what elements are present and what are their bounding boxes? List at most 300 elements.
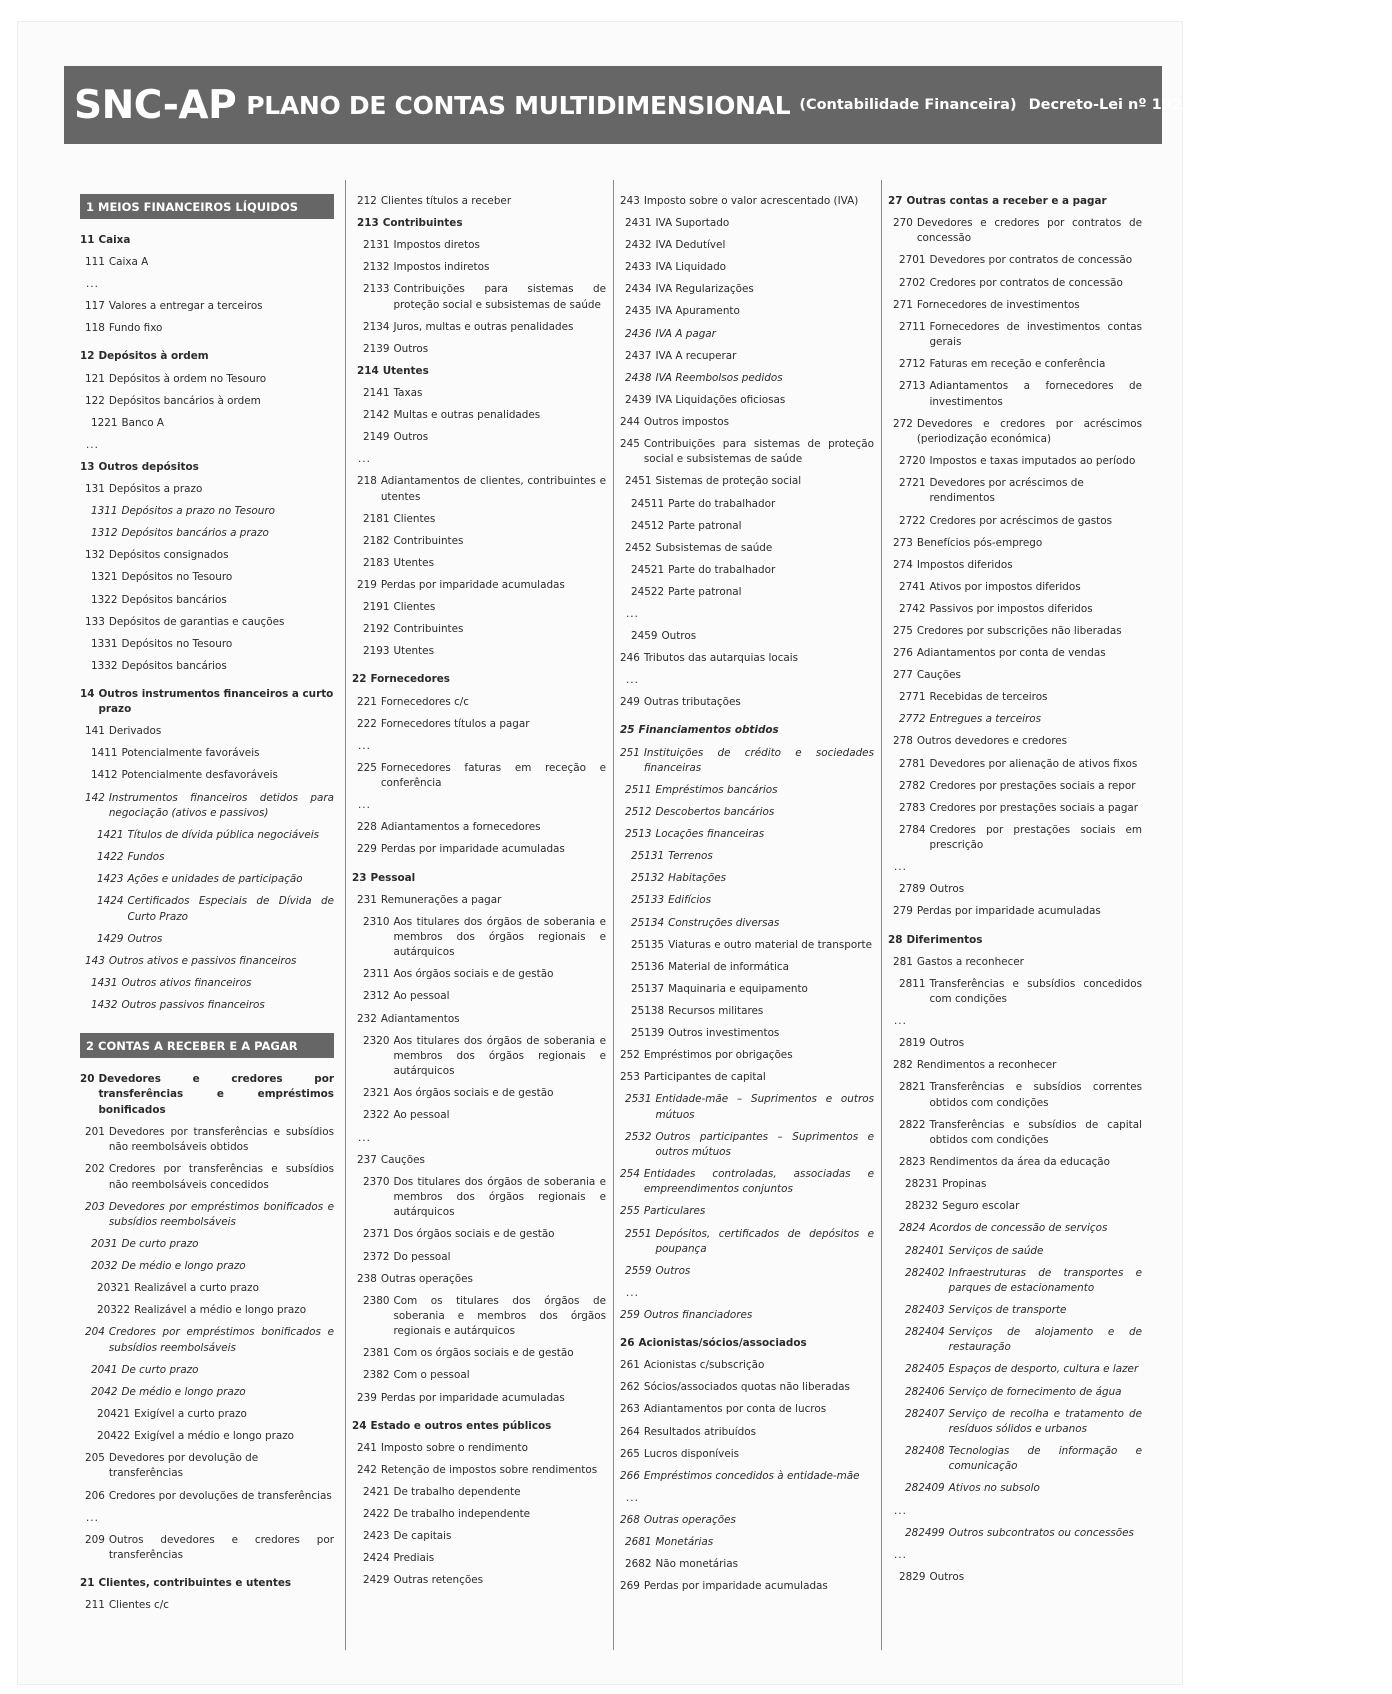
account-entry: [888, 955, 1142, 970]
account-entry: [888, 1199, 1142, 1214]
account-code: 2722: [899, 514, 926, 527]
account-name: Construções diversas: [668, 916, 780, 929]
account-name: Credores por prestações sociais em prescrição: [929, 823, 1142, 852]
account-code: 2133: [363, 283, 390, 296]
account-name: Parte do trabalhador: [668, 563, 776, 576]
account-code: 2819: [899, 1037, 926, 1050]
account-name: Outros: [661, 630, 697, 643]
account-name: Depósitos a prazo: [108, 483, 203, 496]
account-entry: [352, 1573, 606, 1588]
account-code: 264: [620, 1425, 640, 1438]
account-name: IVA Reembolsos pedidos: [655, 371, 783, 384]
account-code: 28231: [905, 1178, 939, 1191]
account-name: Ao pessoal: [393, 1109, 450, 1122]
account-name: De curto prazo: [121, 1363, 199, 1376]
account-code: 263: [620, 1403, 640, 1416]
account-entry: [620, 1380, 874, 1395]
account-name: Depósitos bancários à ordem: [108, 394, 261, 407]
account-entry: [80, 615, 334, 630]
account-code: 222: [357, 717, 377, 730]
account-code: 2721: [899, 477, 926, 490]
account-name: Aos titulares dos órgãos de soberania e membros dos órgãos regionais e autárquicos: [393, 1034, 606, 1078]
account-entry: [888, 216, 1142, 247]
account-code: 25131: [631, 850, 665, 863]
account-name: Potencialmente desfavoráveis: [121, 769, 278, 782]
account-name: Edifícios: [668, 894, 712, 907]
account-name: Viaturas e outro material de transporte: [668, 938, 872, 951]
account-code: 2823: [899, 1156, 926, 1169]
account-code: 2433: [625, 261, 652, 274]
account-entry: [80, 299, 334, 314]
account-code: 133: [85, 615, 105, 628]
account-code: 2702: [899, 276, 926, 289]
account-name: Participantes de capital: [643, 1071, 766, 1084]
account-entry: [352, 871, 606, 886]
account-code: 2139: [363, 342, 390, 355]
account-code: 266: [620, 1469, 640, 1482]
account-name: Depósitos, certificados de depósitos e poupança: [655, 1227, 874, 1255]
account-entry: [80, 768, 334, 783]
account-name: Perdas por imparidade acumuladas: [643, 1580, 828, 1593]
account-name: Clientes: [393, 601, 436, 614]
account-name: Terrenos: [668, 850, 713, 863]
account-code: 2459: [631, 630, 658, 643]
account-code: 2742: [899, 602, 926, 615]
account-name: Subsistemas de saúde: [655, 541, 773, 554]
account-entry: [620, 415, 874, 430]
account-name: Adiantamentos a fornecedores de investimentos: [929, 380, 1142, 408]
account-code: 24511: [631, 497, 665, 510]
account-entry: [352, 1250, 606, 1265]
account-entry: [620, 960, 874, 975]
account-code: 229: [357, 843, 377, 856]
account-entry: [888, 779, 1142, 794]
account-code: 1412: [91, 769, 118, 782]
account-code: 2682: [625, 1558, 652, 1571]
account-entry: [888, 977, 1142, 1008]
account-code: 143: [85, 954, 105, 967]
account-entry: [352, 216, 606, 231]
account-name: Devedores e credores por acréscimos (periodização económica): [916, 417, 1142, 445]
account-entry: [80, 460, 334, 475]
account-code: 261: [620, 1359, 640, 1372]
account-code: 2371: [363, 1228, 390, 1241]
account-code: 2824: [899, 1222, 926, 1235]
account-name: Imposto sobre o rendimento: [380, 1441, 528, 1454]
account-name: Impostos diferidos: [916, 558, 1013, 571]
account-entry: [620, 541, 874, 556]
account-entry: [80, 724, 334, 739]
account-name: Multas e outras penalidades: [393, 409, 541, 422]
account-entry: [620, 1469, 874, 1484]
account-code: 2437: [625, 349, 652, 362]
account-code: 20: [80, 1073, 95, 1086]
account-code: 232: [357, 1012, 377, 1025]
account-code: 2435: [625, 305, 652, 318]
account-entry: [888, 757, 1142, 772]
account-code: 2421: [363, 1485, 390, 1498]
account-entry: [352, 1463, 606, 1478]
account-code: 14: [80, 687, 95, 700]
account-name: Realizável a médio e longo prazo: [134, 1304, 307, 1317]
account-entry: [888, 1221, 1142, 1236]
account-code: 2551: [625, 1227, 652, 1240]
account-code: 2829: [899, 1570, 926, 1583]
account-code: 2512: [625, 806, 652, 819]
account-name: Depósitos no Tesouro: [121, 571, 233, 584]
account-entry: [620, 1513, 874, 1528]
account-code: 268: [620, 1513, 640, 1526]
account-name: Outras operações: [380, 1272, 473, 1285]
account-entry: [80, 1576, 334, 1591]
account-entry: [620, 629, 874, 644]
account-code: 279: [893, 905, 913, 918]
account-name: Contribuintes: [393, 534, 464, 547]
account-entry: [352, 556, 606, 571]
account-entry: [80, 482, 334, 497]
account-name: Outros investimentos: [668, 1026, 780, 1039]
account-entry: [888, 357, 1142, 372]
account-entry: [352, 820, 606, 835]
account-entry: [620, 1447, 874, 1462]
ellipsis-separator: ...: [894, 1548, 907, 1561]
account-code: 2712: [899, 358, 926, 371]
account-entry: [620, 893, 874, 908]
account-name: Fornecedores: [370, 673, 450, 686]
account-code: 1332: [91, 659, 118, 672]
account-entry: [620, 827, 874, 842]
account-entry: [620, 1026, 874, 1041]
account-name: Outros subcontratos ou concessões: [948, 1526, 1134, 1539]
account-code: 2821: [899, 1081, 926, 1094]
account-name: Faturas em receção e conferência: [929, 358, 1106, 371]
account-code: 2193: [363, 645, 390, 658]
account-code: 282403: [905, 1304, 945, 1316]
account-entry: [80, 1281, 334, 1296]
account-code: 1312: [91, 527, 118, 540]
account-code: 2032: [91, 1260, 118, 1273]
account-name: Empréstimos por obrigações: [643, 1049, 793, 1062]
account-code: 203: [85, 1200, 105, 1213]
account-name: Outros: [393, 431, 429, 444]
account-entry: [620, 783, 874, 798]
account-name: Derivados: [108, 725, 162, 738]
account-code: 1432: [91, 998, 118, 1011]
account-name: Gastos a reconhecer: [916, 955, 1024, 968]
account-name: Devedores e credores por transferências e empréstimos bonificados: [98, 1073, 334, 1116]
account-entry: [80, 998, 334, 1013]
account-code: 2436: [625, 327, 652, 340]
account-code: 2381: [363, 1347, 390, 1360]
account-name: Maquinaria e equipamento: [668, 982, 808, 995]
account-entry: [888, 801, 1142, 816]
account-code: 26: [620, 1337, 635, 1350]
account-name: Benefícios pós-emprego: [916, 536, 1043, 549]
account-entry: [80, 659, 334, 674]
account-name: Tecnologias de informação e comunicação: [948, 1445, 1142, 1473]
account-entry: [888, 558, 1142, 573]
account-name: Outros: [393, 342, 429, 355]
accounts-column-2: [352, 194, 606, 1649]
account-name: Transferências e subsídios de capital obtidos com condições: [929, 1118, 1142, 1147]
account-entry: [80, 504, 334, 519]
account-code: 25139: [631, 1026, 665, 1039]
ellipsis-separator: ...: [626, 1287, 639, 1299]
account-code: 22: [352, 673, 367, 686]
account-name: Perdas por imparidade acumuladas: [380, 579, 565, 592]
account-code: 282409: [905, 1482, 945, 1495]
account-entry: [620, 849, 874, 864]
account-name: Outros impostos: [643, 415, 730, 428]
account-name: IVA Suportado: [655, 217, 730, 230]
account-entry: [352, 282, 606, 313]
account-code: 20322: [97, 1304, 131, 1317]
account-entry: [80, 954, 334, 969]
account-entry: [888, 454, 1142, 469]
account-name: Outros: [127, 932, 163, 945]
account-entry: [352, 430, 606, 445]
account-code: 1322: [91, 593, 118, 606]
account-name: Devedores por transferências e subsídios não reembolsáveis obtidos: [108, 1125, 334, 1154]
account-name: Adiantamentos a fornecedores: [380, 821, 541, 834]
account-entry: [352, 408, 606, 423]
account-name: Credores por empréstimos bonificados e subsídios reembolsáveis: [108, 1326, 334, 1354]
account-code: 282: [893, 1059, 913, 1072]
account-name: Recursos militares: [668, 1004, 764, 1017]
account-name: De trabalho independente: [393, 1508, 531, 1521]
account-entry: [352, 761, 606, 792]
account-entry: [888, 276, 1142, 291]
account-entry: [888, 580, 1142, 595]
account-entry: [888, 320, 1142, 351]
account-code: 2380: [363, 1294, 390, 1307]
account-entry: [888, 1177, 1142, 1192]
account-code: 2511: [625, 783, 652, 796]
account-entry: [888, 476, 1142, 507]
account-entry: [620, 238, 874, 253]
account-entry: [620, 1579, 874, 1594]
account-entry: [80, 1259, 334, 1274]
account-code: 273: [893, 536, 913, 549]
account-name: Depósitos no Tesouro: [121, 637, 233, 650]
account-name: IVA Dedutível: [655, 239, 726, 252]
account-name: Depósitos consignados: [108, 549, 229, 562]
account-entry: [888, 1266, 1142, 1297]
account-name: IVA Regularizações: [655, 283, 754, 296]
account-entry: [620, 282, 874, 297]
account-name: Devedores por contratos de concessão: [929, 254, 1133, 267]
account-entry: [352, 534, 606, 549]
account-code: 122: [85, 394, 105, 407]
account-name: Outros financiadores: [643, 1309, 753, 1322]
account-code: 2142: [363, 409, 390, 422]
account-entry: [80, 976, 334, 991]
account-name: Utentes: [382, 364, 429, 377]
account-code: 1429: [97, 932, 124, 945]
account-entry: [888, 1526, 1142, 1541]
account-name: Outros participantes – Suprimentos e outros mútuos: [655, 1130, 874, 1158]
account-entry: [620, 519, 874, 534]
account-entry: [620, 216, 874, 231]
account-name: Utentes: [393, 645, 434, 658]
account-code: 24: [352, 1419, 367, 1432]
account-name: Pessoal: [370, 871, 416, 884]
account-code: 225: [357, 761, 377, 774]
account-entry: [80, 1533, 334, 1564]
account-name: Com os titulares dos órgãos de soberania e membros dos órgãos regionais e autárquicos: [393, 1294, 606, 1338]
account-code: 2781: [899, 757, 926, 770]
account-name: Devedores por alienação de ativos fixos: [929, 757, 1138, 770]
account-entry: [352, 578, 606, 593]
account-entry: [888, 1481, 1142, 1496]
account-name: Infraestruturas de transportes e parques de estacionamento: [948, 1266, 1142, 1294]
account-name: Contribuintes: [382, 217, 463, 230]
account-code: 2431: [625, 217, 652, 230]
account-code: 23: [352, 871, 367, 884]
account-name: Credores por transferências e subsídios não reembolsáveis concedidos: [108, 1163, 334, 1191]
account-entry: [80, 394, 334, 409]
account-name: Credores por contratos de concessão: [929, 276, 1123, 289]
account-entry: [620, 563, 874, 578]
account-code: 2322: [363, 1109, 390, 1122]
account-entry: [888, 253, 1142, 268]
account-code: 2424: [363, 1552, 390, 1565]
account-code: 211: [85, 1599, 105, 1612]
account-name: Outros: [655, 1264, 691, 1277]
account-name: Aos órgãos sociais e de gestão: [393, 1087, 554, 1100]
account-code: 282408: [905, 1445, 945, 1458]
account-name: Entregues a terceiros: [929, 713, 1042, 726]
account-entry: [80, 850, 334, 865]
account-entry: [620, 1557, 874, 1572]
account-code: 221: [357, 695, 377, 708]
account-code: 277: [893, 669, 913, 682]
account-name: Credores por prestações sociais a repor: [929, 779, 1136, 792]
account-entry: [80, 1363, 334, 1378]
account-code: 25135: [631, 938, 665, 951]
account-entry: [352, 1346, 606, 1361]
account-name: Fornecedores c/c: [380, 695, 470, 708]
account-code: 24521: [631, 563, 665, 576]
account-entry: [620, 1402, 874, 1417]
account-name: Valores a entregar a terceiros: [108, 300, 263, 313]
account-code: 25136: [631, 960, 665, 973]
account-name: Adiantamentos por conta de vendas: [916, 647, 1106, 660]
account-code: 1311: [91, 505, 118, 518]
account-entry: [620, 651, 874, 666]
account-name: Outros passivos financeiros: [121, 998, 265, 1011]
account-entry: [888, 1303, 1142, 1318]
account-name: Credores por prestações sociais a pagar: [929, 801, 1139, 814]
account-code: 254: [620, 1168, 640, 1181]
account-entry: [80, 416, 334, 431]
account-code: 282407: [905, 1407, 945, 1420]
account-name: Acordos de concessão de serviços: [929, 1222, 1108, 1235]
account-name: Seguro escolar: [942, 1200, 1020, 1213]
account-name: Dos órgãos sociais e de gestão: [393, 1228, 555, 1241]
account-name: Resultados atribuídos: [643, 1425, 757, 1438]
account-code: 131: [85, 483, 105, 496]
account-entry: [888, 1407, 1142, 1438]
account-entry: [80, 1125, 334, 1156]
account-name: Outros instrumentos financeiros a curto prazo: [98, 687, 334, 716]
account-name: Descobertos bancários: [655, 806, 775, 819]
account-entry: [352, 644, 606, 659]
account-code: 238: [357, 1272, 377, 1285]
section-header: 1 MEIOS FINANCEIROS LÍQUIDOS: [80, 194, 334, 219]
account-name: Perdas por imparidade acumuladas: [380, 843, 565, 856]
account-code: 282405: [905, 1363, 945, 1376]
account-entry: [620, 1308, 874, 1323]
account-code: 2382: [363, 1369, 390, 1382]
account-name: Serviço de fornecimento de água: [948, 1385, 1122, 1398]
account-code: 2141: [363, 387, 390, 400]
ellipsis-separator: ...: [894, 1504, 907, 1517]
account-entry: [80, 637, 334, 652]
account-code: 28232: [905, 1200, 939, 1213]
account-code: 282404: [905, 1326, 945, 1339]
account-entry: [352, 1086, 606, 1101]
account-name: Devedores por acréscimos de rendimentos: [929, 477, 1084, 505]
account-name: De médio e longo prazo: [121, 1385, 246, 1398]
account-name: Outras contas a receber e a pagar: [906, 195, 1107, 207]
account-name: Perdas por imparidade acumuladas: [380, 1391, 565, 1404]
account-entry: [80, 1598, 334, 1613]
account-entry: [352, 1507, 606, 1522]
account-code: 2681: [625, 1536, 652, 1549]
account-entry: [80, 791, 334, 822]
account-code: 255: [620, 1205, 640, 1218]
account-name: Adiantamentos por conta de lucros: [643, 1403, 827, 1416]
account-entry: [80, 1303, 334, 1318]
account-code: 2131: [363, 239, 390, 252]
account-code: 1422: [97, 851, 124, 864]
account-entry: [620, 982, 874, 997]
account-name: Devedores por devolução de transferências: [108, 1452, 259, 1480]
account-code: 2183: [363, 557, 390, 569]
account-code: 25138: [631, 1004, 665, 1017]
account-name: Outras retenções: [393, 1574, 484, 1587]
account-entry: [80, 1451, 334, 1482]
document-banner: [64, 66, 1392, 144]
account-code: 1321: [91, 571, 118, 584]
account-entry: [620, 1004, 874, 1019]
account-entry: [888, 668, 1142, 683]
account-entry: [352, 695, 606, 710]
account-code: 2134: [363, 320, 390, 333]
account-name: Depósitos bancários a prazo: [121, 527, 269, 540]
account-entry: [352, 1441, 606, 1456]
account-entry: [352, 1419, 606, 1434]
account-name: Com o pessoal: [393, 1369, 470, 1382]
account-entry: [80, 1072, 334, 1118]
account-code: 142: [85, 791, 105, 804]
account-name: Outros: [929, 1037, 965, 1050]
account-code: 1423: [97, 873, 124, 886]
account-name: Acionistas c/subscrição: [643, 1359, 765, 1372]
account-name: Caixa A: [108, 256, 149, 269]
ellipsis-separator: ...: [358, 1131, 371, 1144]
account-name: Ações e unidades de participação: [127, 873, 303, 886]
account-name: Cauções: [380, 1153, 425, 1166]
account-entry: [620, 1167, 874, 1198]
ellipsis-separator: ...: [626, 674, 639, 687]
account-name: Juros, multas e outras penalidades: [393, 320, 574, 333]
account-name: Outros: [929, 1570, 965, 1583]
account-name: Clientes c/c: [108, 1599, 169, 1612]
account-code: 20421: [97, 1408, 131, 1420]
account-code: 253: [620, 1071, 640, 1084]
